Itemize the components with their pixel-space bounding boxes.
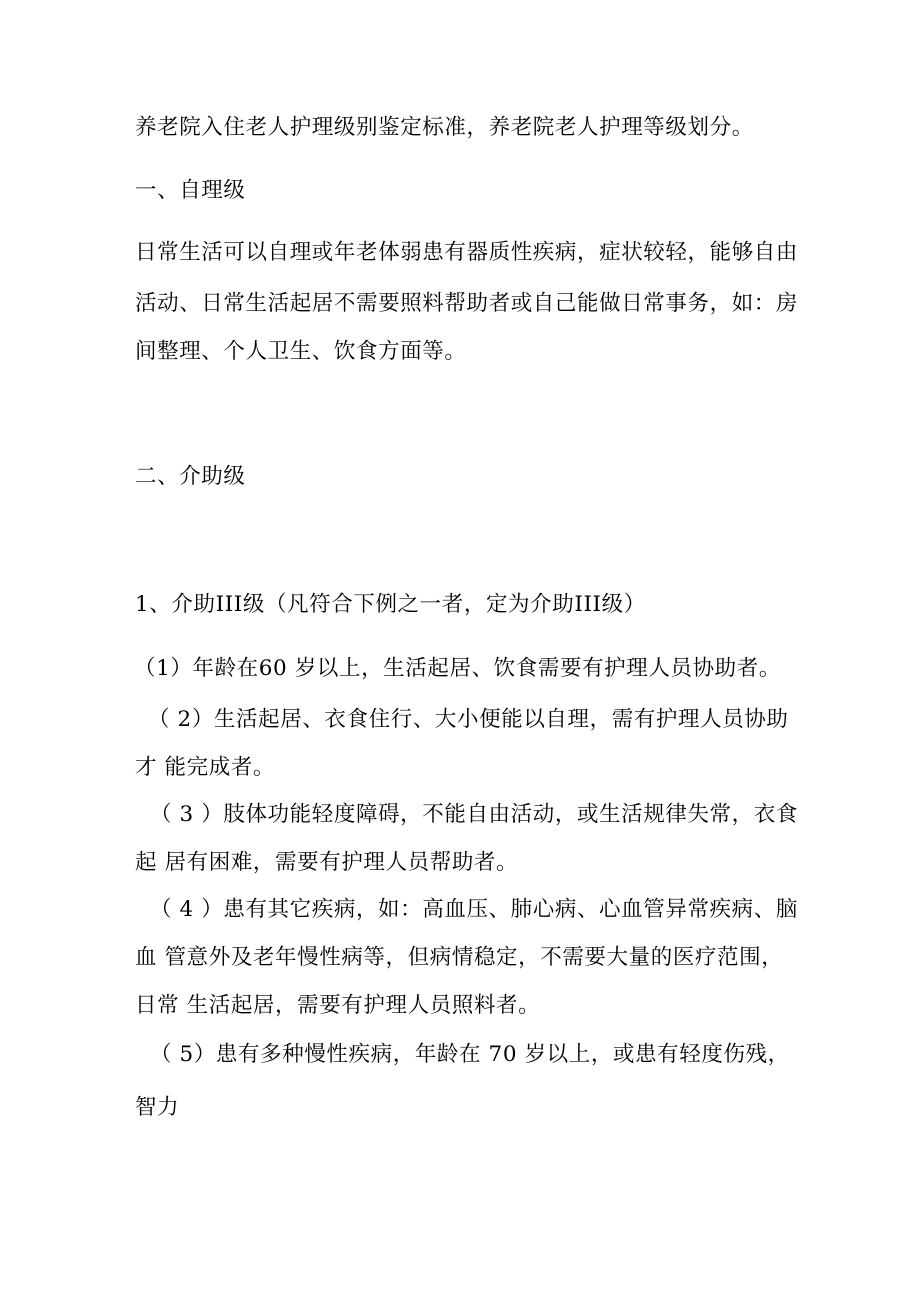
section-1-heading: 一、自理级	[135, 178, 246, 203]
list-item-3-continuation: 起 居有困难，需要有护理人员帮助者。	[135, 850, 519, 875]
list-item-4-continuation: 血 管意外及老年慢性病等，但病情稳定，不需要大量的医疗范围，	[135, 945, 784, 970]
section-2-heading: 二、介助级	[135, 464, 246, 489]
list-item-5-continuation: 智力	[135, 1095, 180, 1120]
list-item-2-continuation: 才 能完成者。	[135, 755, 276, 780]
section-1-body-line: 活动、日常生活起居不需要照料帮助者或自己能做日常事务，如：房	[135, 291, 799, 316]
section-1-body-line: 间整理、个人卫生、饮食方面等。	[135, 339, 467, 364]
list-item-4-continuation: 日常 生活起居，需要有护理人员照料者。	[135, 993, 541, 1018]
list-item-3: （ 3 ）肢体功能轻度障碍，不能自由活动，或生活规律失常，衣食	[150, 802, 798, 827]
section-2-subheading: 1、介助III级（凡符合下例之一者，定为介助III级）	[135, 592, 646, 617]
list-item-5: （ 5）患有多种慢性疾病，年龄在 70 岁以上，或患有轻度伤残，	[150, 1042, 790, 1067]
list-item-2: （ 2）生活起居、衣食住行、大小便能以自理，需有护理人员协助	[148, 707, 789, 732]
intro-text: 养老院入住老人护理级别鉴定标准，养老院老人护理等级划分。	[135, 115, 754, 140]
list-item-1: （1）年龄在60 岁以上，生活起居、饮食需要有护理人员协助者。	[134, 656, 781, 681]
list-item-4: （ 4 ）患有其它疾病，如：高血压、肺心病、心血管异常疾病、脑	[150, 897, 798, 922]
section-1-body-line: 日常生活可以自理或年老体弱患有器质性疾病，症状较轻，能够自由	[135, 240, 799, 265]
